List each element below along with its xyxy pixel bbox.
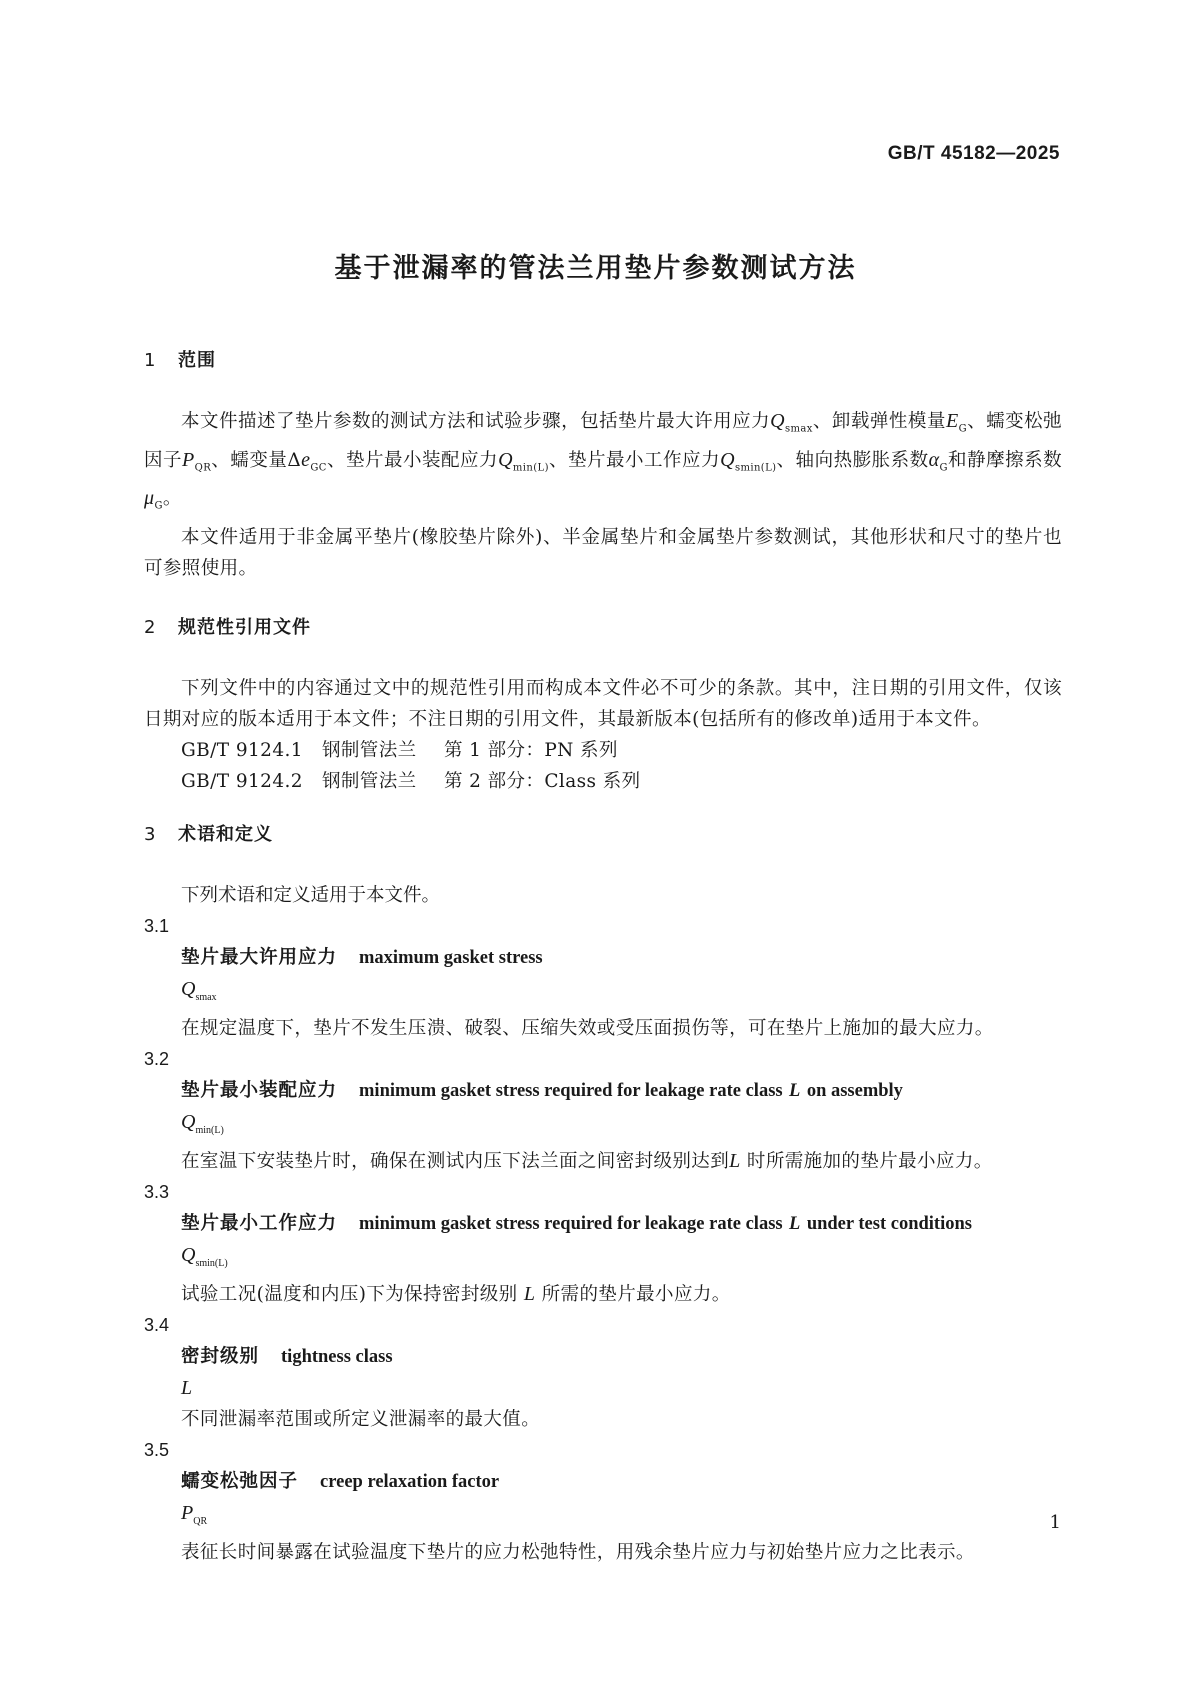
term-definition: 不同泄漏率范围或所定义泄漏率的最大值。 bbox=[181, 1409, 541, 1431]
section-3-heading: 3 术语和定义 bbox=[144, 824, 273, 846]
term-number: 3.2 bbox=[144, 1049, 170, 1070]
reference-item: GB/T 9124.2 钢制管法兰 第 2 部分：Class 系列 bbox=[181, 771, 641, 793]
section-3-intro: 下列术语和定义适用于本文件。 bbox=[181, 885, 441, 907]
standard-code: GB/T 45182—2025 bbox=[887, 143, 1060, 164]
term-symbol: $Q_{smax}$ bbox=[181, 978, 217, 1004]
term-symbol: $Q_{smin(L)}$ bbox=[181, 1244, 228, 1270]
term-number: 3.4 bbox=[144, 1315, 170, 1336]
term-heading: 垫片最大许用应力 maximum gasket stress bbox=[181, 947, 543, 969]
term-definition: 在规定温度下，垫片不发生压溃、破裂、压缩失效或受压面损伤等，可在垫片上施加的最大应力。 bbox=[181, 1018, 994, 1040]
reference-item: GB/T 9124.1 钢制管法兰 第 1 部分：PN 系列 bbox=[181, 740, 618, 762]
term-heading: 垫片最小工作应力 minimum gasket stress required for leakage rate class L under test conditions bbox=[181, 1213, 972, 1235]
term-number: 3.5 bbox=[144, 1440, 170, 1461]
section-2-heading: 2 规范性引用文件 bbox=[144, 617, 311, 639]
term-heading: 密封级别 tightness class bbox=[181, 1346, 393, 1368]
document-body bbox=[144, 345, 1062, 1568]
section-1-paragraph-1: 本文件描述了垫片参数的测试方法和试验步骤，包括垫片最大许用应力$Q_{smax}$、卸载弹性模量$E_G$、蠕变松弛因子$P_{QR}$、蠕变量$\Delta e_{GC}$、垫片最小装配应力$Q_{min(L)}$、垫片最小工作应力$Q_{smin(L)}$、轴向热膨胀系数$\alpha_G$和静摩擦系数$\mu_G$。 bbox=[144, 410, 1063, 513]
term-heading: 蠕变松弛因子 creep relaxation factor bbox=[181, 1471, 500, 1493]
term-symbol: L bbox=[181, 1377, 193, 1400]
section-1-paragraph-2: 本文件适用于非金属平垫片(橡胶垫片除外)、半金属垫片和金属垫片参数测试，其他形状和尺寸的垫片也可参照使用。 bbox=[144, 527, 1062, 580]
section-1-heading: 1 范围 bbox=[144, 350, 216, 371]
term-definition: 在室温下安装垫片时，确保在测试内压下法兰面之间密封级别达到L 时所需施加的垫片最小应力。 bbox=[181, 1150, 993, 1173]
term-heading: 垫片最小装配应力 minimum gasket stress required for leakage rate class L on assembly bbox=[181, 1080, 903, 1102]
term-symbol: $P_{QR}$ bbox=[181, 1502, 208, 1528]
term-number: 3.3 bbox=[144, 1182, 170, 1203]
page-number: 1 bbox=[1049, 1512, 1061, 1533]
term-definition: 试验工况(温度和内压)下为保持密封级别 L 所需的垫片最小应力。 bbox=[181, 1283, 731, 1306]
term-number: 3.1 bbox=[144, 916, 170, 937]
document-title: 基于泄漏率的管法兰用垫片参数测试方法 bbox=[334, 253, 857, 284]
term-definition: 表征长时间暴露在试验温度下垫片的应力松弛特性，用残余垫片应力与初始垫片应力之比表示。 bbox=[181, 1542, 975, 1564]
section-2-paragraph: 下列文件中的内容通过文中的规范性引用而构成本文件必不可少的条款。其中，注日期的引用文件，仅该日期对应的版本适用于本文件；不注日期的引用文件，其最新版本(包括所有的修改单)适用于本文件。 bbox=[144, 678, 1062, 731]
term-symbol: $Q_{min(L)}$ bbox=[181, 1111, 224, 1137]
